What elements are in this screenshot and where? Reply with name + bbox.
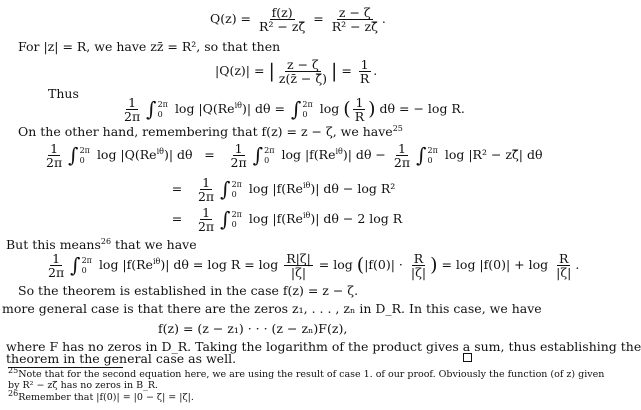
denominator: 2π [230, 155, 247, 170]
numerator: z − ζ [338, 5, 371, 20]
integral-limits [232, 210, 242, 230]
numerator: 1 [355, 95, 364, 110]
equation-product: f(z) = (z − z₁) · · · (z − zₙ)F(z), [158, 321, 348, 336]
lower-limit: 0 [81, 265, 87, 275]
paren: ) [430, 254, 438, 276]
integral-limits [428, 146, 438, 166]
denominator: 2π [197, 219, 215, 234]
superscript: iθ [152, 256, 161, 266]
eq-text: |f(0)| · [364, 257, 403, 272]
upper-limit: 2π [79, 145, 90, 155]
footnote-number: 26 [8, 388, 19, 398]
superscript: iθ [302, 180, 311, 190]
integral-limits [232, 180, 242, 200]
lower-limit: 0 [231, 189, 237, 199]
eq-text: )| dθ − 2 log R [310, 211, 403, 226]
denominator: 2π [197, 189, 215, 204]
denominator: |ζ| [556, 265, 572, 280]
paragraph: So the theorem is established in the case f(z) = z − ζ. [18, 283, 359, 298]
footnote-ref[interactable]: 25 [392, 123, 403, 133]
integral-sign: ∫ [416, 143, 427, 167]
paragraph: For |z| = R, we have zz̄ = R², so that then [18, 39, 281, 54]
equals-sign: = [171, 181, 183, 196]
footnote-25-cont: by R² − zζ̄ has no zeros in B_R. [8, 380, 159, 391]
integral-sign: ∫ [68, 143, 79, 167]
eq-text: log |f(Re [98, 257, 153, 272]
lower-limit: 0 [79, 155, 85, 165]
lower-limit: 0 [427, 155, 433, 165]
paragraph: theorem in the general case as well. [6, 351, 237, 366]
denominator: R [359, 71, 370, 86]
footnote-25 [8, 365, 605, 380]
fraction [330, 6, 380, 33]
lower-limit: 0 [157, 109, 163, 119]
footnote-ref[interactable]: 26 [100, 236, 112, 246]
paragraph [18, 124, 403, 139]
integral-limits [158, 100, 168, 120]
eq-text: log |R² − zζ̄| dθ [444, 147, 543, 162]
integral-sign: ∫ [146, 97, 157, 121]
footnote-number: 25 [8, 365, 19, 375]
numerator: R|ζ| [286, 251, 311, 266]
fraction [46, 252, 66, 279]
fraction [229, 142, 249, 169]
numerator: 1 [202, 205, 211, 220]
equals-sign: = [171, 211, 183, 226]
paragraph-text: But this means [6, 237, 101, 252]
qed-box [463, 353, 472, 362]
numerator: 1 [128, 95, 137, 110]
integral-limits [302, 100, 312, 120]
paragraph [6, 237, 197, 252]
eq-text: . [373, 63, 378, 78]
integral-sign: ∫ [291, 97, 302, 121]
numerator: 1 [234, 141, 243, 156]
eq-text: )| dθ = [241, 101, 286, 116]
numerator: 1 [50, 141, 59, 156]
denominator: |ζ| [410, 265, 427, 280]
upper-limit: 2π [231, 209, 242, 219]
eq-text: log [319, 101, 340, 116]
denominator: 2π [124, 109, 141, 124]
fraction [392, 142, 412, 169]
equation-final [44, 252, 579, 279]
fraction [44, 142, 64, 169]
paren: ( [356, 254, 365, 276]
eq-text: = [313, 11, 324, 26]
eq-text: dθ = − log R. [379, 101, 465, 116]
integral-sign: ∫ [220, 177, 231, 201]
footnote-text: Note that for the second equation here, we are using the result of case 1. of our proof. Obviously the function (of z) given [18, 369, 605, 380]
eq-text: Q(z) = [210, 11, 252, 26]
upper-limit: 2π [157, 99, 168, 109]
numerator: f(z) [271, 5, 293, 20]
equation-abs-q [215, 58, 377, 85]
abs-bar: | [268, 60, 275, 82]
integral-sign: ∫ [70, 253, 81, 277]
superscript: iθ [302, 210, 311, 220]
fraction [196, 206, 216, 233]
upper-limit: 2π [302, 99, 313, 109]
abs-bar: | [330, 60, 338, 82]
eq-text: log |f(Re [281, 147, 336, 162]
fraction [257, 6, 307, 33]
superscript: iθ [335, 146, 343, 156]
upper-limit: 2π [231, 179, 242, 189]
eq-text: . [575, 257, 580, 272]
eq-text: )| dθ − [342, 147, 386, 162]
numerator: 1 [360, 57, 369, 72]
paragraph: Thus [48, 86, 79, 101]
denominator: 2π [393, 155, 411, 170]
fraction [284, 252, 313, 279]
lower-limit: 0 [264, 155, 270, 165]
eq-text: log |Q(Re [96, 147, 157, 162]
denominator: 2π [46, 155, 63, 170]
paren: ( [343, 98, 351, 120]
eq-text: log |Q(Re [174, 101, 235, 116]
aligned-row-2 [164, 176, 395, 203]
upper-limit: 2π [427, 145, 438, 155]
numerator: 1 [398, 141, 406, 156]
lower-limit: 0 [231, 219, 237, 229]
eq-text: log |f(Re [248, 211, 303, 226]
numerator: 1 [52, 251, 61, 266]
fraction [122, 96, 142, 123]
eq-text: = log [318, 257, 353, 272]
footnote-text: Remember that |f(0)| = |0 − ζ| = |ζ|. [18, 392, 194, 403]
equals-sign: = [204, 147, 215, 162]
eq-text: )| dθ − log R² [310, 181, 396, 196]
eq-text: . [381, 11, 386, 26]
numerator: R [413, 251, 424, 266]
aligned-row-3 [164, 206, 402, 233]
denominator: z(z̄ − ζ̄) [278, 71, 327, 86]
numerator: 1 [202, 175, 211, 190]
paragraph: where F has no zeros in D_R. Taking the logarithm of the product gives a sum, thus establishing the [6, 339, 641, 354]
aligned-row-1 [42, 142, 542, 169]
eq-text: = log |f(0)| + log [441, 257, 549, 272]
fraction [409, 252, 428, 279]
denominator: 2π [48, 265, 65, 280]
integral-sign: ∫ [220, 207, 231, 231]
fraction [554, 252, 573, 279]
equation-q-definition [210, 6, 386, 33]
denominator: |ζ| [290, 265, 307, 280]
eq-text: log |f(Re [248, 181, 303, 196]
paragraph-text: On the other hand, remembering that f(z) = z − ζ, we have [18, 124, 393, 139]
denominator: R² − zζ̄ [331, 19, 378, 34]
integral-sign: ∫ [252, 143, 264, 167]
eq-text: )| dθ [163, 147, 193, 162]
paren: ) [368, 98, 376, 120]
fraction [277, 58, 329, 85]
numerator: z − ζ [287, 57, 319, 72]
footnote-rule [8, 367, 123, 368]
upper-limit: 2π [81, 255, 92, 265]
eq-text: )| dθ = log R = log [160, 257, 279, 272]
fraction [196, 176, 216, 203]
lower-limit: 0 [302, 109, 308, 119]
paragraph: more general case is that there are the zeros z₁, . . . , zₙ in D_R. In this case, we have [2, 301, 542, 316]
superscript: iθ [156, 146, 164, 156]
fraction [358, 58, 371, 85]
eq-text: |Q(z)| = [215, 63, 265, 78]
footnote-26 [8, 388, 194, 403]
integral-limits [80, 146, 90, 166]
fraction [353, 96, 366, 123]
upper-limit: 2π [264, 145, 275, 155]
superscript: iθ [234, 100, 242, 110]
numerator: R [559, 251, 569, 266]
eq-text: = [341, 63, 352, 78]
integral-limits [264, 146, 274, 166]
denominator: R² − zζ̄ [259, 19, 306, 34]
denominator: R [354, 109, 365, 124]
integral-limits [82, 256, 92, 276]
equation-log-integral [120, 96, 465, 123]
paragraph-text: that we have [115, 237, 197, 252]
